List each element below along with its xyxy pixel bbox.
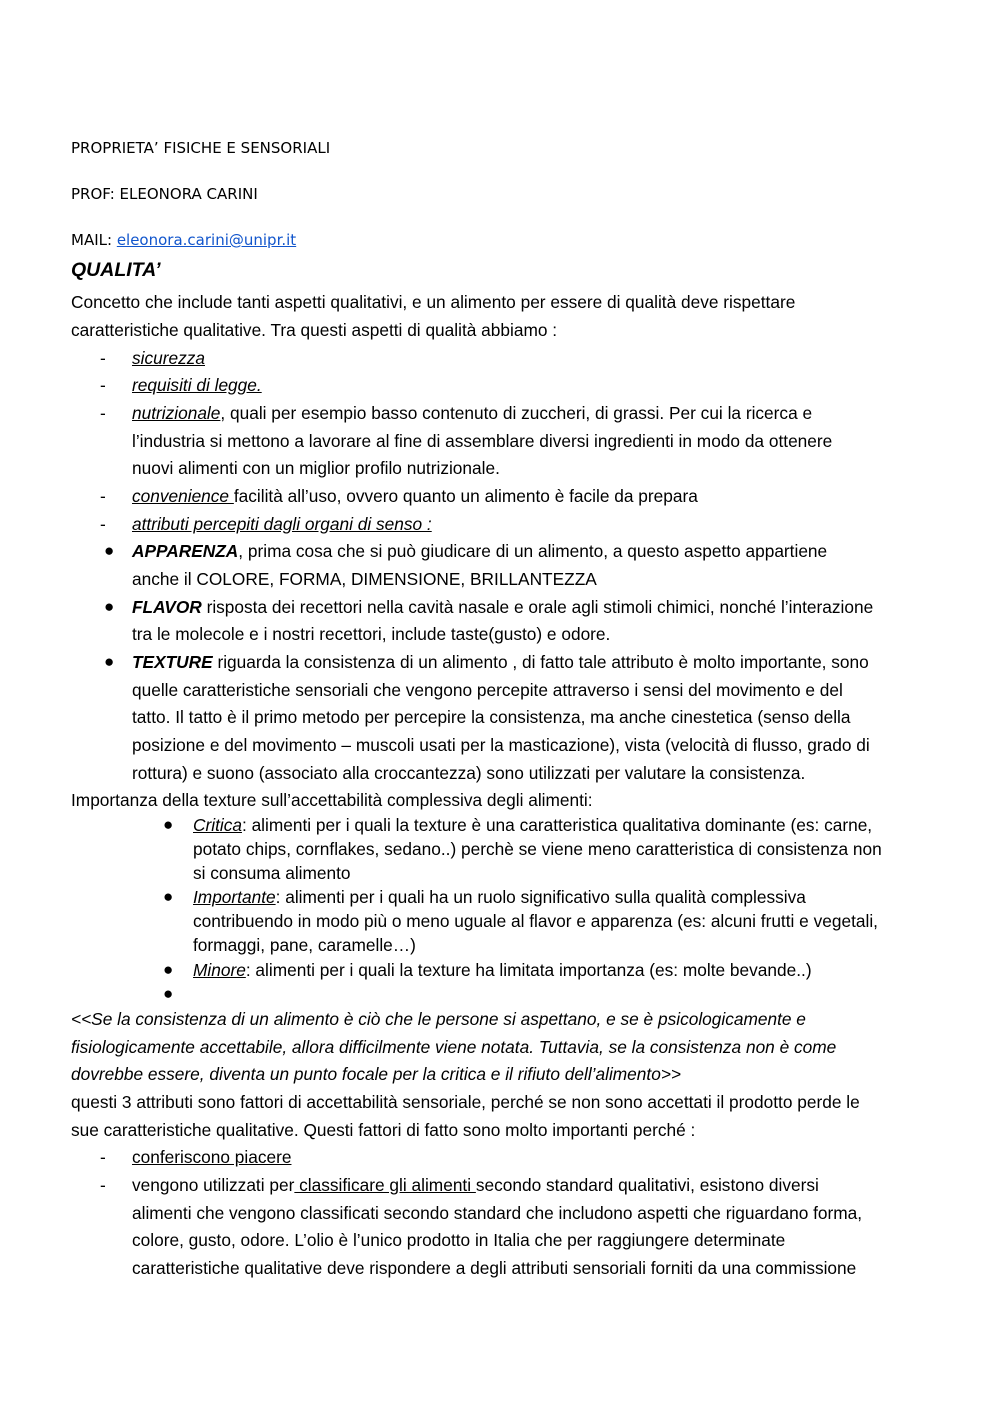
importance-critical-term: Critica bbox=[193, 815, 242, 835]
professor-name: PROF: ELEONORA CARINI bbox=[71, 185, 258, 203]
importance-minor-term: Minore bbox=[193, 960, 246, 980]
texture-importance-heading: Importanza della texture sull’accettabilità complessiva degli alimenti: bbox=[71, 790, 593, 810]
dash-marker: - bbox=[100, 514, 106, 534]
aspect-nutritional-line-1 bbox=[132, 403, 812, 423]
attribute-flavor-term: FLAVOR bbox=[132, 597, 202, 617]
dash-marker: - bbox=[100, 403, 106, 423]
reason-pleasure: conferiscono piacere bbox=[132, 1147, 292, 1167]
reason-classification-lead: vengono utilizzati per bbox=[132, 1175, 295, 1195]
quote-line-1: <<Se la consistenza di un alimento è ciò che le persone si aspettano, e se è psicologicamente e bbox=[71, 1009, 806, 1029]
mail-label: MAIL: bbox=[71, 231, 117, 249]
attribute-texture-line-5: rottura) e suono (associato alla croccantezza) sono utilizzati per valutare la consistenza. bbox=[132, 763, 806, 783]
section-title: QUALITA’ bbox=[71, 259, 161, 281]
attribute-texture-line-4: posizione e del movimento – muscoli usati per la masticazione), vista (velocità di flusso, grado di bbox=[132, 735, 870, 755]
importance-important-term: Importante bbox=[193, 887, 276, 907]
bullet-marker: ● bbox=[104, 541, 115, 560]
reason-classification-line-1 bbox=[132, 1175, 819, 1195]
attribute-texture-text: riguarda la consistenza di un alimento , di fatto tale attributo è molto importante, sono bbox=[212, 652, 869, 672]
aspect-convenience-text: facilità all’uso, ovvero quanto un alimento è facile da prepara bbox=[233, 486, 698, 506]
email-link[interactable]: eleonora.carini@unipr.it bbox=[116, 231, 297, 249]
aspect-convenience-term: convenience bbox=[132, 486, 234, 506]
bullet-marker: ● bbox=[104, 652, 115, 671]
importance-important-line-3: formaggi, pane, caramelle…) bbox=[193, 935, 416, 955]
importance-critical-line-1 bbox=[193, 815, 872, 835]
attribute-appearance-line-2: anche il COLORE, FORMA, DIMENSIONE, BRILLANTEZZA bbox=[132, 569, 597, 589]
dash-marker: - bbox=[100, 1147, 106, 1167]
quote-line-2: fisiologicamente accettabile, allora difficilmente viene notata. Tuttavia, se la consistenza non è come bbox=[71, 1037, 837, 1057]
attribute-flavor-line-2: tra le molecole e i nostri recettori, include taste(gusto) e odore. bbox=[132, 624, 611, 644]
importance-important-line-2: contribuendo in modo più o meno uguale al flavor e apparenza (es: alcuni frutti e vegetali, bbox=[193, 911, 878, 931]
importance-critical-text: : alimenti per i quali la texture è una caratteristica qualitativa dominante (es: carne, bbox=[241, 815, 873, 835]
reason-classification-line-2: alimenti che vengono classificati secondo standard che includono aspetti che riguardano forma, bbox=[132, 1203, 863, 1223]
importance-important-text: : alimenti per i quali ha un ruolo significativo sulla qualità complessiva bbox=[275, 887, 806, 907]
intro-line-1: Concetto che include tanti aspetti qualitativi, e un alimento per essere di qualità deve rispettare bbox=[71, 292, 796, 312]
reason-classification-term: classificare gli alimenti bbox=[294, 1175, 476, 1195]
importance-critical-line-3: si consuma alimento bbox=[193, 863, 351, 883]
reason-classification-line-4: caratteristiche qualitative deve rispondere a degli attributi sensoriali forniti da una commissione bbox=[132, 1258, 857, 1278]
aspect-nutritional-line-2: l’industria si mettono a lavorare al fine di assemblare diversi ingredienti in modo da ottenere bbox=[132, 431, 833, 451]
aspect-safety: sicurezza bbox=[132, 348, 205, 368]
reason-classification-text: secondo standard qualitativi, esistono diversi bbox=[475, 1175, 819, 1195]
intro-line-2: caratteristiche qualitative. Tra questi aspetti di qualità abbiamo : bbox=[71, 320, 558, 340]
conclusion-line-2: sue caratteristiche qualitative. Questi fattori di fatto sono molto importanti perché : bbox=[71, 1120, 696, 1140]
bullet-marker-empty: ● bbox=[163, 984, 174, 1003]
contact-line bbox=[71, 231, 296, 249]
aspect-nutritional-line-3: nuovi alimenti con un miglior profilo nutrizionale. bbox=[132, 458, 500, 478]
attribute-texture-line-1 bbox=[132, 652, 869, 672]
importance-important-line-1 bbox=[193, 887, 806, 907]
attribute-texture-line-2: quelle caratteristiche sensoriali che vengono percepite attraverso i sensi del movimento e del bbox=[132, 680, 843, 700]
bullet-marker: ● bbox=[104, 597, 115, 616]
dash-marker: - bbox=[100, 375, 106, 395]
reason-classification-line-3: colore, gusto, odore. L’olio è l’unico prodotto in Italia che per raggiungere determinate bbox=[132, 1230, 786, 1250]
dash-marker: - bbox=[100, 1175, 106, 1195]
aspect-nutritional-term: nutrizionale bbox=[132, 403, 221, 423]
conclusion-line-1: questi 3 attributi sono fattori di accettabilità sensoriale, perché se non sono accettati il prodotto perde le bbox=[71, 1092, 860, 1112]
aspect-senses: attributi percepiti dagli organi di senso : bbox=[132, 514, 432, 534]
bullet-marker: ● bbox=[163, 815, 174, 834]
bullet-marker: ● bbox=[163, 887, 174, 906]
importance-critical-line-2: potato chips, cornflakes, sedano..) perchè se viene meno caratteristica di consistenza non bbox=[193, 839, 882, 859]
attribute-flavor-text: risposta dei recettori nella cavità nasale e orale agli stimoli chimici, nonché l’interazione bbox=[201, 597, 874, 617]
aspect-convenience bbox=[132, 486, 698, 506]
aspect-legal: requisiti di legge. bbox=[132, 375, 262, 395]
aspect-nutritional-text: , quali per esempio basso contenuto di zuccheri, di grassi. Per cui la ricerca e bbox=[220, 403, 813, 423]
attribute-appearance-term: APPARENZA bbox=[132, 541, 239, 561]
importance-minor-line-1 bbox=[193, 960, 812, 980]
attribute-appearance-text: , prima cosa che si può giudicare di un alimento, a questo aspetto appartiene bbox=[238, 541, 828, 561]
attribute-flavor-line-1 bbox=[132, 597, 873, 617]
attribute-texture-term: TEXTURE bbox=[132, 652, 213, 672]
quote-line-3: dovrebbe essere, diventa un punto focale per la critica e il rifiuto dell’alimento>> bbox=[71, 1064, 681, 1084]
dash-marker: - bbox=[100, 348, 106, 368]
course-title: PROPRIETA’ FISICHE E SENSORIALI bbox=[71, 139, 331, 157]
dash-marker: - bbox=[100, 486, 106, 506]
importance-minor-text: : alimenti per i quali la texture ha limitata importanza (es: molte bevande..) bbox=[245, 960, 812, 980]
attribute-appearance-line-1 bbox=[132, 541, 827, 561]
attribute-texture-line-3: tatto. Il tatto è il primo metodo per percepire la consistenza, ma anche cinestetica (senso della bbox=[132, 707, 851, 727]
bullet-marker: ● bbox=[163, 960, 174, 979]
